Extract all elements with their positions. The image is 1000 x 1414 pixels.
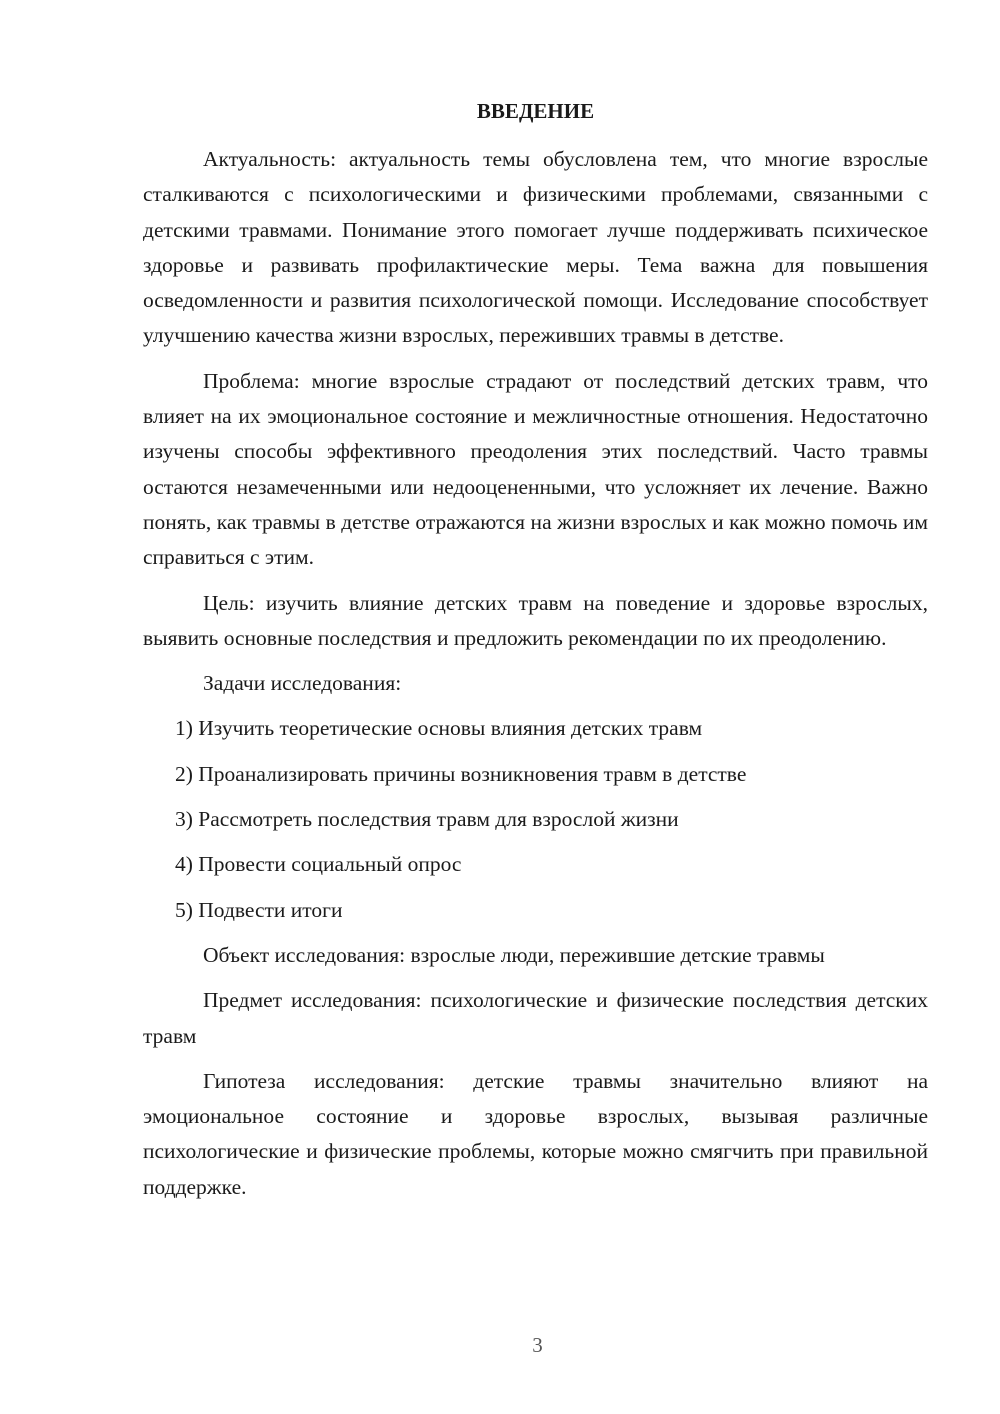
list-item: 4) Провести социальный опрос	[175, 852, 462, 877]
subject-paragraph: Предмет исследования: психологические и физические последствия детских травм	[143, 988, 928, 1048]
page-number: 3	[532, 1333, 543, 1357]
tasks-title: Задачи исследования:	[203, 671, 402, 696]
goal-paragraph: Цель: изучить влияние детских травм на поведение и здоровье взрослых, выявить основные последствия и предложить рекомендации по их преодолению.	[143, 590, 928, 650]
list-item: 5) Подвести итоги	[175, 897, 343, 922]
tasks-list	[143, 711, 928, 927]
list-item: 2) Проанализировать причины возникновения травм в детстве	[175, 761, 747, 786]
hypothesis-paragraph: Гипотеза исследования: детские травмы значительно влияют на эмоциональное состояние и здоровье взрослых, вызывая различные психологические и физические проблемы, которые можно смягчить при правильной поддержке.	[143, 1068, 928, 1199]
relevance-paragraph: Актуальность: актуальность темы обусловлена тем, что многие взрослые сталкиваются с психологическими и физическими проблемами, связанными с детскими травмами. Понимание этого помогает лучше поддерживать психическое здоровье и развивать профилактические меры. Тема важна для повышения осведомленности и развития психологической помощи. Исследование способствует улучшению качества жизни взрослых, переживших травмы в детстве.	[143, 147, 928, 348]
list-item: 3) Рассмотреть последствия травм для взрослой жизни	[175, 807, 679, 832]
problem-paragraph: Проблема: многие взрослые страдают от последствий детских травм, что влияет на их эмоциональное состояние и межличностные отношения. Недостаточно изучены способы эффективного преодоления этих последствий. Часто травмы остаются незамеченными или недооцененными, что усложняет их лечение. Важно понять, как травмы в детстве отражаются на жизни взрослых и как можно помочь им справиться с этим.	[143, 368, 928, 570]
page-content	[143, 94, 928, 1205]
object-paragraph: Объект исследования: взрослые люди, пережившие детские травмы	[203, 942, 825, 967]
list-item: 1) Изучить теоретические основы влияния детских травм	[175, 716, 703, 741]
section-heading: ВВЕДЕНИЕ	[476, 99, 595, 123]
